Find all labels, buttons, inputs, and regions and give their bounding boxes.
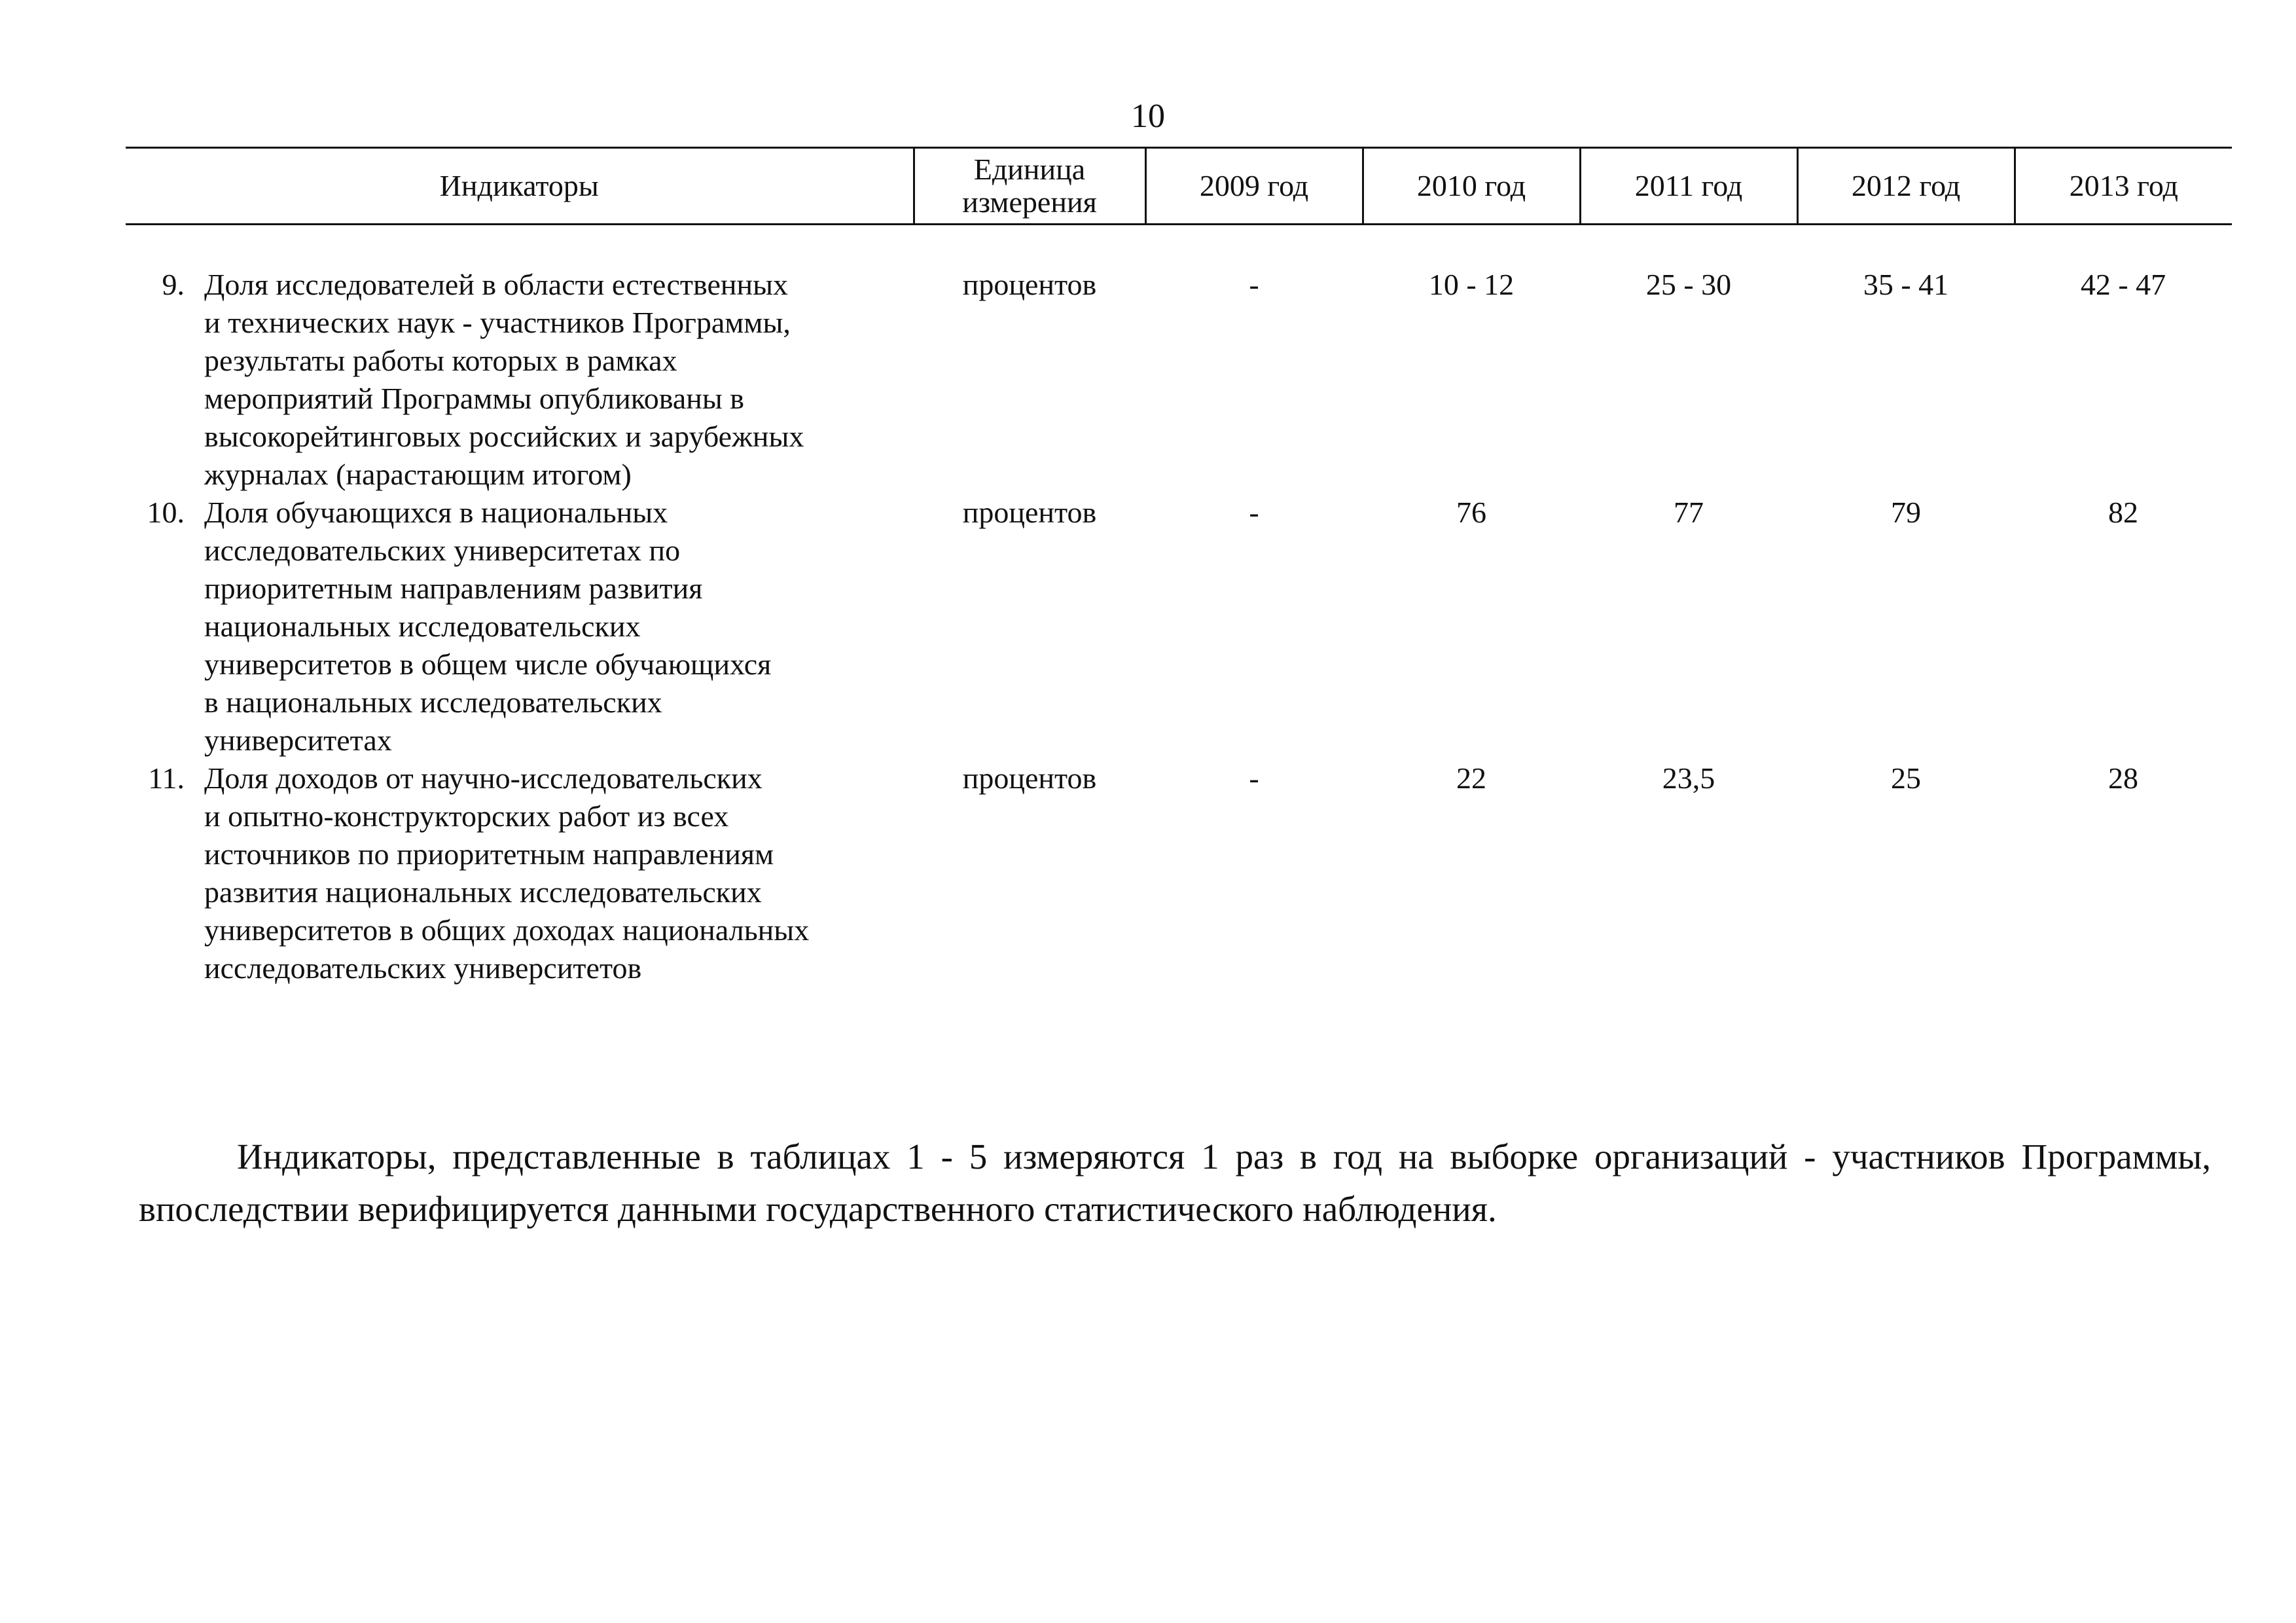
row-number: 11. [148, 761, 185, 795]
indicator-name-line: исследовательских университетов [204, 951, 642, 985]
value-2013: 42 - 47 [2080, 268, 2166, 301]
table-header-row [126, 148, 2232, 225]
indicator-name-line: университетов в общем числе обучающихся [204, 647, 772, 681]
indicator-name-line: исследовательских университетах по [204, 534, 681, 567]
unit-cell: процентов [962, 761, 1097, 795]
indicator-name-line: Доля доходов от научно-исследовательских [204, 761, 762, 795]
indicator-name-line: университетов в общих доходах национальных [204, 913, 810, 947]
header-2013: 2013 год [2015, 148, 2232, 225]
indicator-name-line: и опытно-конструкторских работ из всех [204, 799, 729, 833]
indicator-name-line: источников по приоритетным направлениям [204, 837, 774, 871]
value-2009: - [1249, 268, 1259, 301]
value-2011: 77 [1674, 496, 1704, 529]
value-2012: 25 [1891, 761, 1921, 795]
value-2009: - [1249, 761, 1259, 795]
footnote-paragraph: Индикаторы, представленные в таблицах 1 - 5 измеряются 1 раз в год на выборке организаций - участников Программы, впоследствии верифицируется данными государственного статистического наблюдения. [139, 1137, 2211, 1229]
header-2012: 2012 год [1797, 148, 2015, 225]
unit-cell: процентов [962, 268, 1097, 301]
table-row [126, 494, 2232, 759]
row-number: 10. [147, 496, 185, 529]
unit-cell: процентов [962, 496, 1097, 529]
indicator-name-line: национальных исследовательских [204, 610, 641, 643]
value-2010: 76 [1456, 496, 1486, 529]
header-2010: 2010 год [1363, 148, 1580, 225]
indicator-name-line: Доля исследователей в области естественных [204, 268, 789, 301]
value-2013: 82 [2108, 496, 2138, 529]
page-number: 10 [1131, 98, 1165, 135]
indicator-name-line: мероприятий Программы опубликованы в [204, 382, 745, 415]
header-unit-line1: Единица [973, 152, 1086, 186]
indicator-name-line: университетах [204, 723, 392, 757]
indicator-name [204, 759, 914, 987]
value-2010: 10 - 12 [1428, 268, 1515, 301]
indicator-name [204, 494, 914, 759]
value-2011: 25 - 30 [1645, 268, 1732, 301]
value-2010: 22 [1456, 761, 1486, 795]
table-row [126, 759, 2232, 987]
header-indicators: Индикаторы [126, 148, 914, 225]
value-2013: 28 [2108, 761, 2138, 795]
indicator-name-line: Доля обучающихся в национальных [204, 496, 668, 529]
indicator-name-line: и технических наук - участников Программы, [204, 306, 791, 339]
indicator-cell [126, 225, 914, 494]
indicator-name-line: журналах (нарастающим итогом) [204, 458, 632, 491]
header-2011: 2011 год [1580, 148, 1797, 225]
header-2009: 2009 год [1145, 148, 1363, 225]
indicator-name [204, 266, 914, 494]
indicator-name-line: в национальных исследовательских [204, 685, 662, 719]
indicators-table-container [126, 147, 2232, 987]
indicator-name-line: развития национальных исследовательских [204, 875, 762, 909]
value-2009: - [1249, 496, 1259, 529]
indicator-cell [126, 494, 914, 759]
row-number: 9. [162, 268, 185, 301]
value-2012: 35 - 41 [1863, 268, 1949, 301]
table-row [126, 225, 2232, 494]
header-unit-line2: измерения [962, 185, 1097, 219]
indicator-name-line: результаты работы которых в рамках [204, 344, 677, 377]
value-2012: 79 [1891, 496, 1921, 529]
indicator-name-line: приоритетным направлениям развития [204, 572, 703, 605]
value-2011: 23,5 [1662, 761, 1715, 795]
indicator-cell [126, 759, 914, 987]
header-unit [914, 148, 1145, 225]
indicators-table [126, 147, 2232, 987]
indicator-name-line: высокорейтинговых российских и зарубежных [204, 420, 804, 453]
